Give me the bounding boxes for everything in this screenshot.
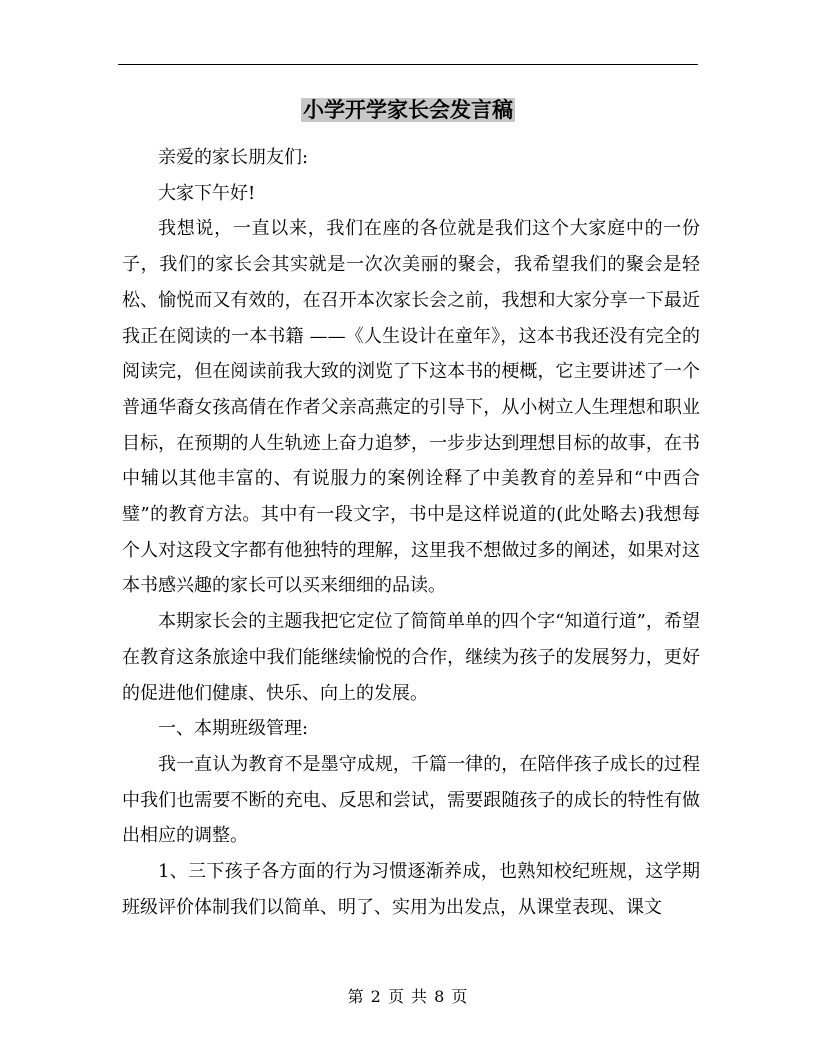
header-rule <box>118 64 698 65</box>
page-number: 第 2 页 共 8 页 <box>347 987 469 1006</box>
greeting-paragraph: 亲爱的家长朋友们: <box>158 147 309 168</box>
behavior-habits-paragraph: 1、三下孩子各方面的行为习惯逐渐养成，也熟知校纪班规，这学期班级评价体制我们以简单、明了、实用为出发点，从课堂表现、课文 <box>122 861 700 918</box>
book-intro-paragraph: 我想说，一直以来，我们在座的各位就是我们这个大家庭中的一份子，我们的家长会其实就是一次次美丽的聚会，我希望我们的聚会是轻松、愉悦而又有效的，在召开本次家长会之前，我想和大家分享一下最近我正在阅读的一本书籍 ——《人生设计在童年》，这本书我还没有完全的阅读完，但在阅读前我大致的浏览了下这本书的梗概，它主要讲述了一个普通华裔女孩高倩在作者父亲高燕定的引导下，从小树立人生理想和职业目标，在预期的人生轨迹上奋力追梦，一步步达到理想目标的故事，在书中辅以其他丰富的、有说服力的案例诠释了中美教育的差异和“中西合璧”的教育方法。其中有一段文字，书中是这样说道的(此处略去)我想每个人对这段文字都有他独特的理解，这里我不想做过多的阐述，如果对这本书感兴趣的家长可以买来细细的品读。 <box>122 218 700 597</box>
document-title-wrapper <box>0 96 816 124</box>
meeting-theme-paragraph: 本期家长会的主题我把它定位了简简单单的四个字“知道行道”，希望在教育这条旅途中我们能继续愉悦的合作，继续为孩子的发展努力，更好的促进他们健康、快乐、向上的发展。 <box>122 611 700 704</box>
document-body <box>122 140 700 925</box>
section-heading-class-management: 一、本期班级管理: <box>158 718 309 740</box>
document-title: 小学开学家长会发言稿 <box>303 98 513 122</box>
education-philosophy-paragraph: 我一直认为教育不是墨守成规，千篇一律的，在陪伴孩子成长的过程中我们也需要不断的充电、反思和尝试，需要跟随孩子的成长的特性有做出相应的调整。 <box>122 753 700 847</box>
salutation-paragraph: 大家下午好! <box>158 182 256 204</box>
